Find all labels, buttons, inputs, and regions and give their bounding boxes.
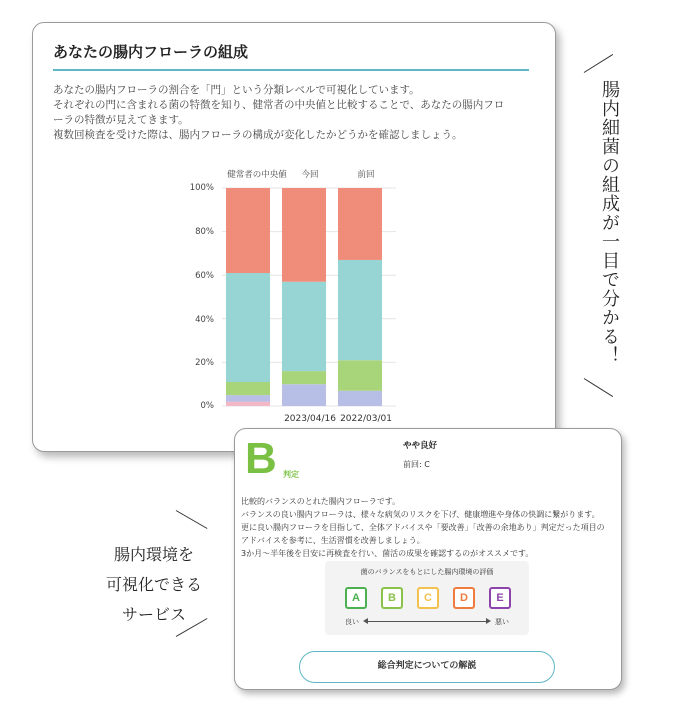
left-caption-line: サービス bbox=[121, 605, 186, 624]
y-tick-label: 40% bbox=[195, 315, 214, 325]
grade-description bbox=[241, 495, 621, 560]
description-line: それぞれの門に含まれる菌の特徴を知り、健常者の中央値と比較することで、あなたの腸内フロ bbox=[53, 99, 505, 111]
decorative-line bbox=[176, 510, 208, 529]
grade-scale-title: 菌のバランスをもとにした腸内環境の評価 bbox=[360, 568, 494, 576]
card-description bbox=[53, 83, 533, 143]
side-caption: 腸内細菌の組成が一目で分かる！ bbox=[599, 80, 620, 365]
left-caption-line: 腸内環境を bbox=[113, 545, 194, 564]
grade-explanation-button[interactable]: 総合判定についての解説 bbox=[299, 651, 555, 683]
grade-a-box: A bbox=[345, 587, 367, 609]
grade-b-box: B bbox=[381, 587, 403, 609]
y-tick-label: 100% bbox=[189, 183, 214, 193]
column-header: 健常者の中央値 bbox=[227, 170, 287, 180]
grade-d-box: D bbox=[453, 587, 475, 609]
flora-composition-card bbox=[32, 22, 556, 452]
description-line: あなたの腸内フローラの割合を「門」という分類レベルで可視化しています。 bbox=[53, 84, 420, 96]
grade-letter: B bbox=[245, 434, 277, 483]
y-tick-label: 60% bbox=[195, 271, 214, 281]
description-line: 3か月〜半年後を目安に再検査を行い、菌活の成果を確認するのがオススメです。 bbox=[241, 549, 534, 558]
description-line: 複数回検査を受けた際は、腸内フローラの構成が変化したかどうかを確認しましょう。 bbox=[53, 129, 463, 141]
description-line: 更に良い腸内フローラを目指して、全体アドバイスや「要改善」「改善の余地あり」判定だった項目の bbox=[241, 523, 605, 532]
scale-good-label: 良い bbox=[345, 618, 359, 626]
column-header: 今回 bbox=[301, 170, 319, 180]
grade-e-box: E bbox=[489, 587, 511, 609]
overall-grade-card bbox=[234, 428, 622, 690]
x-tick-label: 2023/04/16 bbox=[284, 414, 336, 424]
column-header: 前回 bbox=[357, 170, 375, 180]
grade-label: 判定 bbox=[283, 470, 299, 479]
description-line: 比較的バランスのとれた腸内フローラです。 bbox=[241, 497, 401, 506]
previous-grade: 前回: C bbox=[403, 460, 430, 469]
description-line: アドバイスを参考に、生活習慣を改善しましょう。 bbox=[241, 536, 425, 545]
left-caption bbox=[84, 540, 224, 630]
decorative-line bbox=[584, 378, 613, 397]
y-tick-label: 20% bbox=[195, 358, 214, 368]
grade-c-box: C bbox=[417, 587, 439, 609]
description-line: バランスの良い腸内フローラは、様々な病気のリスクを下げ、健康増進や身体の快調に繋がります。 bbox=[241, 510, 600, 519]
x-tick-label: 2022/03/01 bbox=[340, 414, 392, 424]
description-line: ーラの特徴が見えてきます。 bbox=[53, 114, 189, 126]
title-underline bbox=[53, 69, 529, 71]
grade-name: やや良好 bbox=[403, 441, 438, 451]
scale-arrow bbox=[367, 621, 487, 622]
left-caption-line: 可視化できる bbox=[105, 575, 202, 594]
scale-bad-label: 悪い bbox=[495, 618, 509, 626]
card-title: あなたの腸内フローラの組成 bbox=[53, 43, 249, 61]
decorative-line bbox=[584, 54, 613, 73]
y-tick-label: 80% bbox=[195, 227, 214, 237]
grade-scale-box bbox=[325, 561, 529, 635]
y-tick-label: 0% bbox=[200, 401, 214, 411]
